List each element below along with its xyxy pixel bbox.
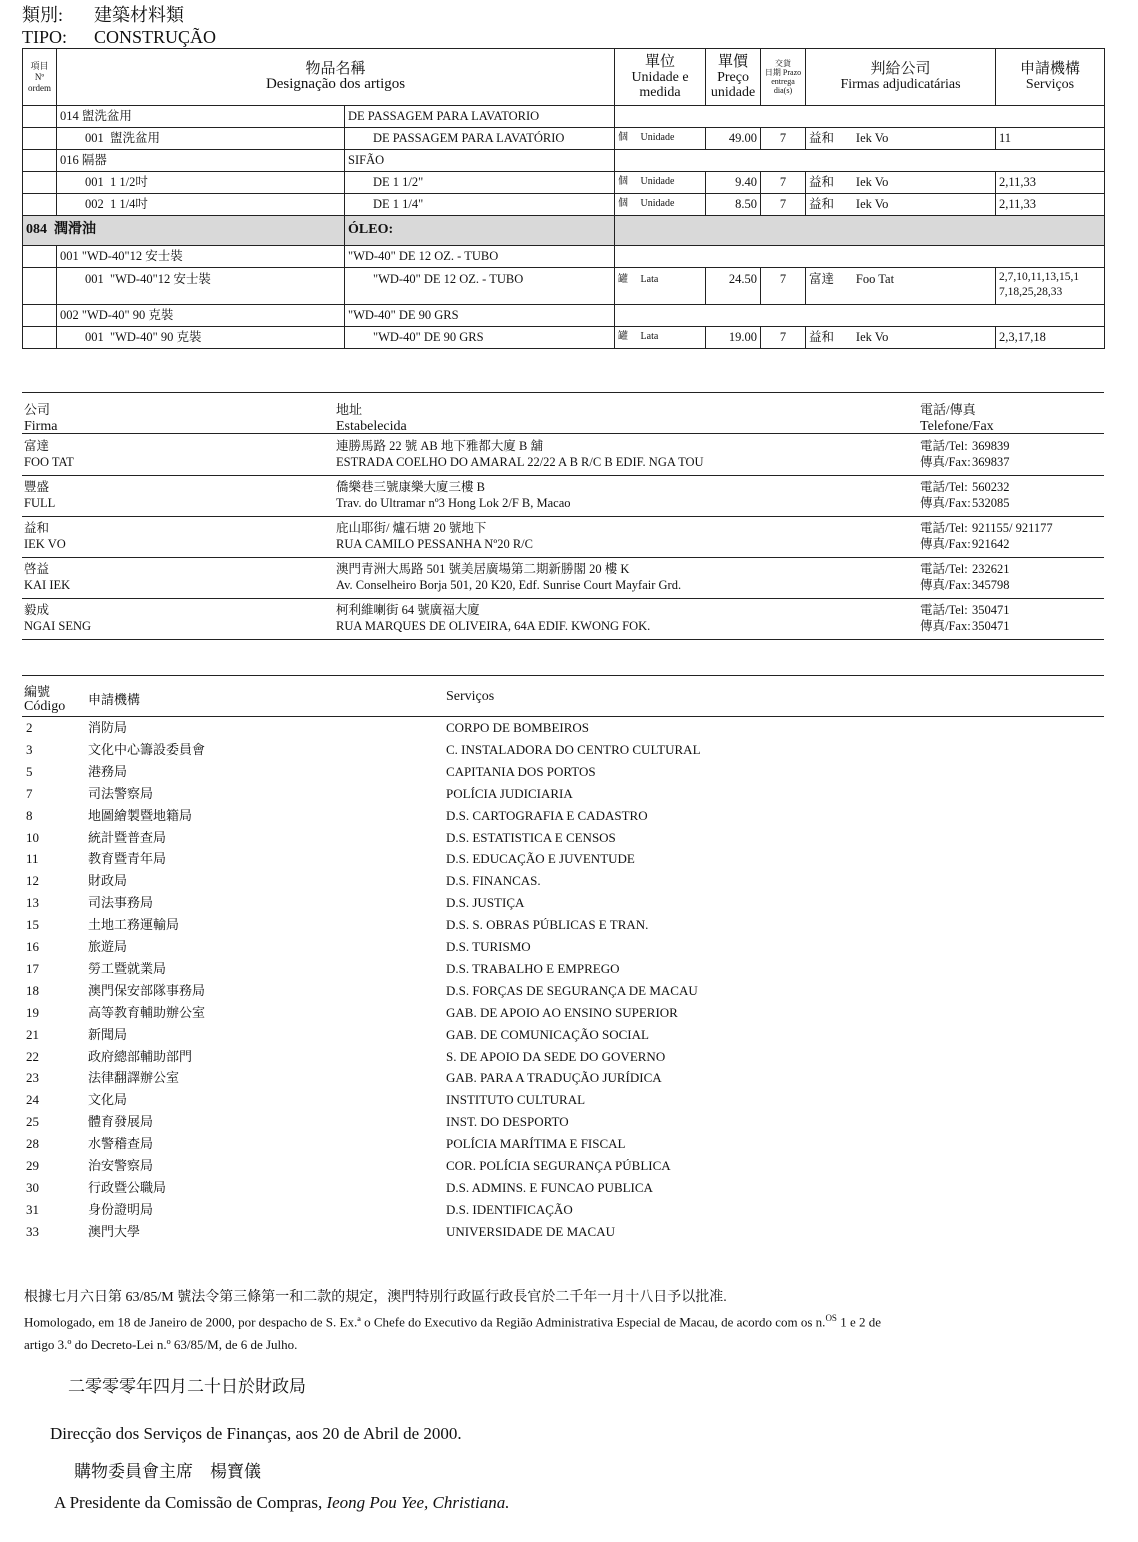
- service-row: [24, 785, 924, 807]
- table-row: 002 "WD-40" 90 克裝 "WD-40" DE 90 GRS: [23, 305, 1105, 327]
- service-code: 23: [26, 1070, 39, 1086]
- approval-pt: Homologado, em 18 de Janeiro de 2000, por despacho de S. Ex.ª o Chefe do Executivo da Região Administrativa Especial de Macau, de acordo com os n.$^{OS}$ 1 e 2 de: [24, 1313, 881, 1330]
- service-row: [24, 1026, 924, 1048]
- service-name-pt: D.S. EDUCAÇÃO E JUVENTUDE: [446, 851, 635, 867]
- service-row: [24, 1135, 924, 1157]
- service-row: [24, 850, 924, 872]
- service-code: 21: [26, 1026, 39, 1042]
- service-code: 18: [26, 982, 39, 998]
- service-code: 31: [26, 1201, 39, 1217]
- service-name-zh: 高等教育輔助辦公室: [88, 1004, 206, 1020]
- service-row: [24, 960, 924, 982]
- col-firmas: 判給公司 Firmas adjudicatárias: [806, 49, 996, 106]
- service-row: [24, 1223, 924, 1245]
- service-row: [24, 807, 924, 829]
- service-code: 8: [26, 807, 33, 823]
- service-name-zh: 法律翻譯辦公室: [88, 1070, 180, 1086]
- firm-row: 豐盛 FULL 僑樂巷三號康樂大廈三樓 B Trav. do Ultramar nº3 Hong Lok 2/F B, Macao 電話/Tel: 560232 傳真/Fax:532085: [22, 475, 1104, 517]
- firm-row: 益和 IEK VO 庇山耶街/ 爐石塘 20 號地下 RUA CAMILO PESSANHA Nº20 R/C 電話/Tel: 921155/ 921177 傳真/Fax:921642: [22, 516, 1104, 558]
- service-name-zh: 土地工務運輸局: [88, 917, 180, 933]
- service-name-zh: 身份證明局: [88, 1201, 154, 1217]
- service-name-zh: 政府總部輔助部門: [88, 1048, 193, 1064]
- service-name-pt: UNIVERSIDADE DE MACAU: [446, 1223, 615, 1239]
- service-code: 16: [26, 939, 39, 954]
- service-name-pt: GAB. DE COMUNICAÇÃO SOCIAL: [446, 1026, 649, 1042]
- service-name-pt: INST. DO DESPORTO: [446, 1114, 569, 1130]
- service-row: [24, 1201, 924, 1223]
- service-name-zh: 司法警察局: [88, 785, 154, 801]
- table-row: 014 盥洗盆用 DE PASSAGEM PARA LAVATORIO: [23, 106, 1105, 128]
- service-name-zh: 統計暨普查局: [88, 829, 167, 845]
- service-name-zh: 財政局: [88, 873, 128, 889]
- service-name-pt: C. INSTALADORA DO CENTRO CULTURAL: [446, 741, 701, 757]
- col-preco: 單價 Preço unidade: [706, 49, 761, 106]
- service-code: 24: [26, 1092, 39, 1108]
- service-name-zh: 旅遊局: [88, 939, 128, 954]
- col-servicos: 申請機構 Serviços: [996, 49, 1105, 106]
- signature-zh: 購物委員會主席 楊寶儀: [74, 1462, 261, 1481]
- service-code: 12: [26, 873, 39, 889]
- service-code: 30: [26, 1179, 39, 1195]
- service-code: 11: [26, 851, 39, 867]
- service-name-zh: 文化中心籌設委員會: [88, 741, 206, 757]
- service-row: [24, 763, 924, 785]
- table-row: 001 "WD-40" 90 克裝 "WD-40" DE 90 GRS 罐 Lata 19.00 7 益和 Iek Vo 2,3,17,18: [23, 327, 1105, 349]
- services-top-rule: [22, 675, 1104, 676]
- service-name-zh: 新聞局: [88, 1026, 128, 1042]
- service-name-pt: GAB. DE APOIO AO ENSINO SUPERIOR: [446, 1004, 678, 1020]
- firm-row: 毅成 NGAI SENG 柯利維喇街 64 號廣福大廈 RUA MARQUES DE OLIVEIRA, 64A EDIF. KWONG FOK. 電話/Tel: 350471 傳真/Fax:350471: [22, 598, 1104, 640]
- service-code: 19: [26, 1004, 39, 1020]
- service-name-pt: D.S. S. OBRAS PÚBLICAS E TRAN.: [446, 917, 649, 933]
- col-prazo: 交貨 日期 Prazo entrega dia(s): [761, 49, 806, 106]
- service-name-pt: D.S. FORÇAS DE SEGURANÇA DE MACAU: [446, 982, 698, 998]
- table-row: 002 1 1/4吋 DE 1 1/4" 個 Unidade 8.50 7 益和 Iek Vo 2,11,33: [23, 194, 1105, 216]
- service-name-pt: S. DE APOIO DA SEDE DO GOVERNO: [446, 1048, 666, 1064]
- service-name-pt: POLÍCIA JUDICIARIA: [446, 785, 573, 801]
- service-name-zh: 治安警察局: [88, 1158, 154, 1173]
- service-row: [24, 1048, 924, 1070]
- service-code: 28: [26, 1136, 39, 1152]
- firms-top-rule: [22, 392, 1104, 393]
- service-row: [24, 1179, 924, 1201]
- service-code: 2: [26, 720, 33, 735]
- signature-pt: A Presidente da Comissão de Compras, Ieong Pou Yee, Christiana.: [54, 1493, 510, 1512]
- service-row: [24, 1113, 924, 1135]
- date-zh: 二零零零年四月二十日於財政局: [68, 1377, 306, 1396]
- service-row: [24, 938, 924, 960]
- service-name-pt: INSTITUTO CULTURAL: [446, 1092, 586, 1108]
- service-row: [24, 1091, 924, 1113]
- service-row: [24, 872, 924, 894]
- approval-pt-line2: artigo 3.º do Decreto-Lei n.º 63/85/M, de 6 de Julho.: [24, 1337, 298, 1352]
- service-name-pt: COR. POLÍCIA SEGURANÇA PÚBLICA: [446, 1158, 671, 1173]
- category-zh: 類別: 建築材料類: [22, 5, 184, 25]
- service-name-pt: D.S. ESTATISTICA E CENSOS: [446, 829, 616, 845]
- col-designacao: 物品名稱 Designação dos artigos: [57, 49, 615, 106]
- firm-row: 啓益 KAI IEK 澳門青洲大馬路 501 號美居廣場第二期新勝閣 20 樓 K Av. Conselheiro Borja 501, 20 K20, Edf. Sunrise Court Mayfair Grd. 電話/Tel: 232621 傳真/Fax:345798: [22, 557, 1104, 599]
- service-name-zh: 澳門保安部隊事務局: [88, 982, 206, 998]
- category-pt: TIPO: CONSTRUÇÃO: [22, 27, 217, 47]
- items-table: [22, 48, 1105, 349]
- services-header-rule: [22, 716, 1104, 717]
- table-row: 001 1 1/2吋 DE 1 1/2" 個 Unidade 9.40 7 益和 Iek Vo 2,11,33: [23, 172, 1105, 194]
- service-code: 7: [26, 785, 33, 801]
- table-row: 001 "WD-40"12 安士裝 "WD-40" DE 12 OZ. - TUBO 罐 Lata 24.50 7 富達 Foo Tat 2,7,10,11,13,15,1 7,18,25,28,33: [23, 268, 1105, 305]
- service-row: [24, 1004, 924, 1026]
- service-code: 33: [26, 1223, 39, 1239]
- date-pt: Direcção dos Serviços de Finanças, aos 20 de Abril de 2000.: [50, 1424, 462, 1443]
- col-unidade: 單位 Unidade e medida: [615, 49, 706, 106]
- service-name-zh: 港務局: [88, 763, 128, 779]
- service-name-zh: 文化局: [88, 1092, 128, 1108]
- service-name-zh: 消防局: [88, 720, 128, 735]
- approval-zh: 根據七月六日第 63/85/M 號法令第三條第一和二款的規定，澳門特別行政區行政長官於二千年一月十八日予以批准.: [24, 1290, 727, 1305]
- table-row: 016 隔器 SIFÃO: [23, 150, 1105, 172]
- service-name-pt: D.S. JUSTIÇA: [446, 895, 525, 911]
- col-ordem: 項目 Nº ordem: [23, 49, 57, 106]
- service-row: [24, 1069, 924, 1091]
- service-name-zh: 地圖繪製暨地籍局: [88, 807, 193, 823]
- service-name-pt: POLÍCIA MARÍTIMA E FISCAL: [446, 1136, 626, 1152]
- service-row: [24, 894, 924, 916]
- service-name-zh: 教育暨青年局: [88, 851, 167, 867]
- service-code: 15: [26, 917, 39, 933]
- service-row: [24, 1157, 924, 1179]
- table-row: 001 "WD-40"12 安士裝 "WD-40" DE 12 OZ. - TUBO: [23, 246, 1105, 268]
- service-name-pt: D.S. FINANCAS.: [446, 873, 541, 889]
- service-name-pt: CAPITANIA DOS PORTOS: [446, 763, 596, 779]
- section-row: 084 潤滑油 ÓLEO:: [23, 216, 1105, 246]
- service-name-zh: 澳門大學: [88, 1223, 141, 1239]
- service-code: 3: [26, 741, 33, 757]
- service-row: [24, 719, 924, 741]
- service-row: [24, 741, 924, 763]
- service-name-pt: D.S. IDENTIFICAÇÃO: [446, 1201, 573, 1217]
- firm-row: 富達 FOO TAT 連勝馬路 22 號 AB 地下雅都大廈 B 舖 ESTRADA COELHO DO AMARAL 22/22 A B R/C B EDIF. NGA TOU 電話/Tel: 369839 傳真/Fax:369837: [22, 434, 1104, 476]
- service-name-zh: 水警稽查局: [88, 1136, 154, 1152]
- service-row: [24, 982, 924, 1004]
- service-name-pt: D.S. TRABALHO E EMPREGO: [446, 960, 620, 976]
- service-name-zh: 司法事務局: [88, 895, 154, 911]
- service-code: 17: [26, 960, 39, 976]
- service-code: 25: [26, 1114, 39, 1130]
- service-name-pt: GAB. PARA A TRADUÇÃO JURÍDICA: [446, 1070, 662, 1086]
- service-code: 13: [26, 895, 39, 911]
- service-code: 10: [26, 829, 39, 845]
- service-name-zh: 行政暨公職局: [88, 1179, 167, 1195]
- service-row: [24, 916, 924, 938]
- service-name-pt: D.S. TURISMO: [446, 939, 531, 954]
- service-row: [24, 829, 924, 851]
- service-name-zh: 勞工暨就業局: [88, 960, 167, 976]
- service-name-pt: D.S. CARTOGRAFIA E CADASTRO: [446, 807, 648, 823]
- table-header-row: [23, 49, 1105, 106]
- service-name-pt: CORPO DE BOMBEIROS: [446, 720, 590, 735]
- service-name-pt: D.S. ADMINS. E FUNCAO PUBLICA: [446, 1179, 653, 1195]
- service-code: 22: [26, 1048, 39, 1064]
- table-row: 001 盥洗盆用 DE PASSAGEM PARA LAVATÓRIO 個 Unidade 49.00 7 益和 Iek Vo 11: [23, 128, 1105, 150]
- service-name-zh: 體育發展局: [88, 1114, 154, 1130]
- service-code: 5: [26, 763, 33, 779]
- service-code: 29: [26, 1158, 39, 1173]
